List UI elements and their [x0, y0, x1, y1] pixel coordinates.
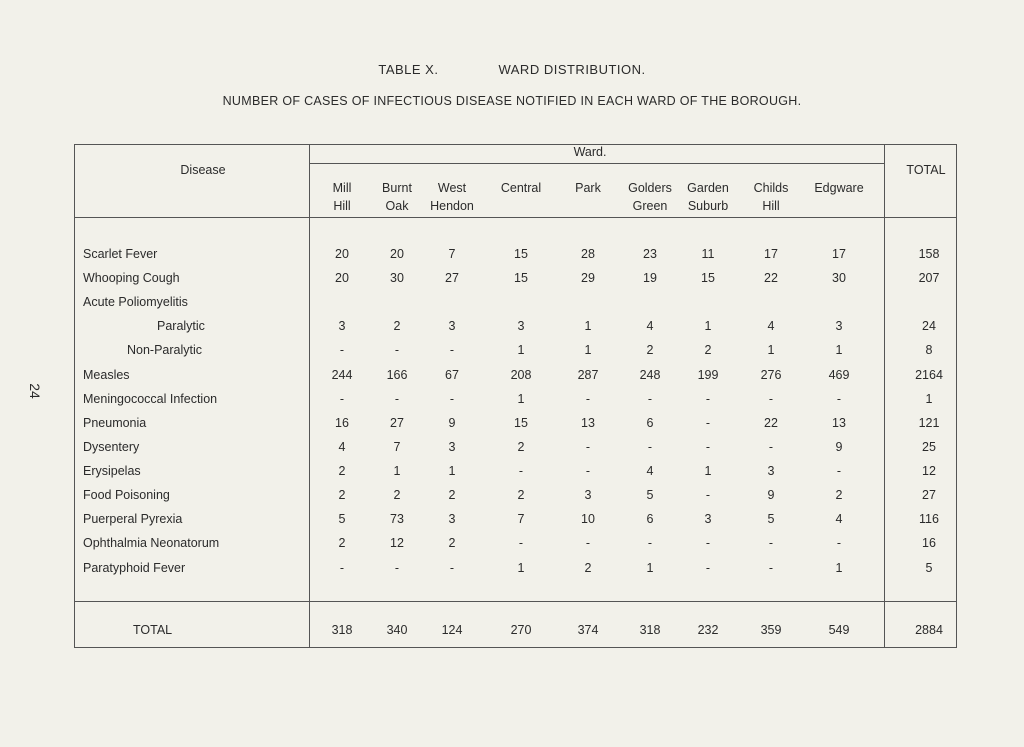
- table-cell: 73: [390, 512, 404, 526]
- table-cell: -: [339, 343, 345, 357]
- table-cell: 2: [835, 488, 843, 502]
- table-cell: 22: [764, 416, 778, 430]
- table-cell: -: [768, 392, 774, 406]
- page-number: 24: [26, 383, 43, 399]
- totals-cell: 340: [386, 623, 408, 637]
- table-cell: 1: [517, 392, 525, 406]
- table-cell: -: [768, 536, 774, 550]
- row-total: 116: [919, 512, 939, 526]
- table-cell: -: [394, 343, 400, 357]
- row-label: Acute Poliomyelitis: [83, 295, 188, 309]
- table-cell: 2: [448, 536, 456, 550]
- table-cell: -: [585, 440, 591, 454]
- table-cell: 1: [393, 464, 401, 478]
- totals-cell: 359: [760, 623, 782, 637]
- table-cell: 10: [581, 512, 595, 526]
- table-cell: 5: [767, 512, 775, 526]
- row-label: Food Poisoning: [83, 488, 170, 502]
- table-cell: 27: [445, 271, 459, 285]
- table-cell: -: [705, 440, 711, 454]
- table-title: [0, 62, 1024, 77]
- table-cell: 17: [764, 247, 778, 261]
- table-cell: 20: [335, 247, 349, 261]
- row-label: Paratyphoid Fever: [83, 561, 186, 575]
- table-cell: 20: [335, 271, 349, 285]
- table-cell: 2: [393, 488, 401, 502]
- ward-header-2: West: [437, 181, 467, 195]
- table-cell: 287: [577, 368, 599, 382]
- table-cell: -: [705, 392, 711, 406]
- row-total: 5: [925, 561, 933, 575]
- table-cell: 9: [767, 488, 775, 502]
- table-cell: -: [705, 536, 711, 550]
- row-label: Whooping Cough: [83, 271, 180, 285]
- table-cell: 12: [390, 536, 404, 550]
- row-label: Non-Paralytic: [127, 343, 203, 357]
- row-total: 2164: [915, 368, 943, 382]
- ward-header-7: Childs: [753, 181, 789, 195]
- table-cell: -: [647, 536, 653, 550]
- table-cell: 29: [581, 271, 595, 285]
- table-cell: 15: [514, 271, 528, 285]
- table-cell: -: [518, 536, 524, 550]
- table-cell: 1: [646, 561, 654, 575]
- ward-header-6: Garden: [687, 181, 729, 195]
- totals-cell: 232: [697, 623, 719, 637]
- ward-header-0: Mill: [332, 181, 352, 195]
- totals-cell: 318: [331, 623, 353, 637]
- ward-header-8: Edgware: [814, 181, 864, 195]
- row-label: Puerperal Pyrexia: [83, 512, 183, 526]
- table-cell: -: [705, 416, 711, 430]
- table-cell: 15: [514, 247, 528, 261]
- table-cell: 4: [767, 319, 775, 333]
- ward-header-7-line2: Hill: [762, 199, 780, 213]
- table-cell: 2: [448, 488, 456, 502]
- row-label: Pneumonia: [83, 416, 147, 430]
- table-cell: 3: [448, 319, 456, 333]
- row-total: 12: [922, 464, 936, 478]
- table-cell: 276: [760, 368, 782, 382]
- table-cell: -: [339, 392, 345, 406]
- table-cell: 5: [338, 512, 346, 526]
- row-label: Meningococcal Infection: [83, 392, 218, 406]
- table-cell: -: [705, 561, 711, 575]
- table-cell: 1: [517, 561, 525, 575]
- table-cell: 248: [639, 368, 661, 382]
- table-cell: -: [585, 536, 591, 550]
- table-cell: 4: [646, 319, 654, 333]
- table-cell: -: [449, 561, 455, 575]
- table-cell: 4: [646, 464, 654, 478]
- table-cell: 6: [646, 512, 654, 526]
- table-cell: -: [647, 440, 653, 454]
- row-total: 27: [922, 488, 936, 502]
- row-total: 25: [922, 440, 936, 454]
- table-cell: 1: [704, 464, 712, 478]
- table-cell: 2: [517, 488, 525, 502]
- table-cell: 11: [701, 247, 715, 261]
- row-total: 1: [925, 392, 933, 406]
- table-cell: 1: [704, 319, 712, 333]
- table-cell: 1: [448, 464, 456, 478]
- table-cell: 16: [335, 416, 349, 430]
- table-cell: -: [394, 392, 400, 406]
- table-cell: 1: [584, 319, 592, 333]
- header-disease: Disease: [180, 163, 226, 177]
- table-cell: 3: [704, 512, 712, 526]
- table-cell: -: [449, 343, 455, 357]
- header-bottom-rule: [74, 217, 957, 218]
- table-cell: 1: [584, 343, 592, 357]
- row-total: 16: [922, 536, 936, 550]
- table-cell: 15: [701, 271, 715, 285]
- table-cell: -: [449, 392, 455, 406]
- table-cell: 469: [828, 368, 850, 382]
- table-cell: 28: [581, 247, 595, 261]
- table-cell: 3: [835, 319, 843, 333]
- table-cell: -: [394, 561, 400, 575]
- table-cell: -: [585, 464, 591, 478]
- row-total: 207: [918, 271, 940, 285]
- row-label: Paralytic: [157, 319, 205, 333]
- row-label: Measles: [83, 368, 130, 382]
- table-cell: 23: [643, 247, 657, 261]
- table-number: TABLE X.: [378, 62, 439, 77]
- table-cell: 13: [832, 416, 846, 430]
- table-cell: -: [768, 440, 774, 454]
- ward-header-rule: [309, 163, 884, 164]
- table-cell: 2: [393, 319, 401, 333]
- table-cell: 6: [646, 416, 654, 430]
- table-cell: 30: [390, 271, 404, 285]
- table-cell: 30: [832, 271, 846, 285]
- ward-header-1: Burnt: [382, 181, 412, 195]
- table-cell: -: [836, 392, 842, 406]
- table-cell: -: [585, 392, 591, 406]
- row-label: Erysipelas: [83, 464, 141, 478]
- table-cell: 3: [448, 512, 456, 526]
- totals-cell: 124: [441, 623, 463, 637]
- table-cell: 5: [646, 488, 654, 502]
- table-cell: 7: [517, 512, 525, 526]
- table-cell: 4: [835, 512, 843, 526]
- ward-header-4: Park: [575, 181, 601, 195]
- ward-header-5: Golders: [628, 181, 672, 195]
- table-cell: 17: [832, 247, 846, 261]
- table-subtitle: NUMBER OF CASES OF INFECTIOUS DISEASE NOTIFIED IN EACH WARD OF THE BOROUGH.: [222, 94, 802, 108]
- table-cell: -: [339, 561, 345, 575]
- header-ward: Ward.: [573, 145, 607, 159]
- row-total: 24: [922, 319, 936, 333]
- table-cell: 3: [338, 319, 346, 333]
- table-cell: -: [768, 561, 774, 575]
- table-cell: 2: [338, 536, 346, 550]
- row-total: 158: [918, 247, 940, 261]
- table-cell: 22: [764, 271, 778, 285]
- table-cell: -: [836, 464, 842, 478]
- disease-column-rule: [309, 144, 310, 648]
- grand-total: 2884: [915, 623, 943, 637]
- table-cell: 7: [393, 440, 401, 454]
- totals-top-rule: [74, 601, 957, 602]
- table-cell: 244: [331, 368, 353, 382]
- ward-header-0-line2: Hill: [333, 199, 351, 213]
- table-cell: 19: [643, 271, 657, 285]
- totals-label: TOTAL: [133, 623, 173, 637]
- table-cell: 27: [390, 416, 404, 430]
- table-cell: 208: [510, 368, 532, 382]
- table-cell: 3: [584, 488, 592, 502]
- table-cell: 1: [835, 561, 843, 575]
- table-cell: 7: [448, 247, 456, 261]
- ward-header-6-line2: Suburb: [687, 199, 729, 213]
- table-cell: 2: [646, 343, 654, 357]
- table-cell: 1: [517, 343, 525, 357]
- table-cell: 4: [338, 440, 346, 454]
- table-cell: -: [705, 488, 711, 502]
- total-column-rule: [884, 144, 885, 648]
- totals-cell: 374: [577, 623, 599, 637]
- ward-header-2-line2: Hendon: [430, 199, 474, 213]
- totals-cell: 318: [639, 623, 661, 637]
- header-total: TOTAL: [906, 163, 946, 177]
- row-label: Scarlet Fever: [83, 247, 158, 261]
- table-cell: 2: [338, 464, 346, 478]
- table-cell: 3: [517, 319, 525, 333]
- ward-header-3: Central: [500, 181, 542, 195]
- table-cell: 3: [448, 440, 456, 454]
- table-cell: 1: [767, 343, 775, 357]
- table-cell: 13: [581, 416, 595, 430]
- ward-header-5-line2: Green: [632, 199, 668, 213]
- table-cell: 199: [697, 368, 719, 382]
- table-cell: -: [647, 392, 653, 406]
- table-cell: 2: [704, 343, 712, 357]
- table-cell: 2: [517, 440, 525, 454]
- row-label: Dysentery: [83, 440, 140, 454]
- table-cell: 67: [445, 368, 459, 382]
- table-cell: 3: [767, 464, 775, 478]
- table-cell: -: [836, 536, 842, 550]
- table-cell: 2: [338, 488, 346, 502]
- table-cell: 166: [386, 368, 408, 382]
- row-total: 121: [918, 416, 940, 430]
- table-cell: 1: [835, 343, 843, 357]
- table-cell: 20: [390, 247, 404, 261]
- totals-cell: 270: [510, 623, 532, 637]
- row-label: Ophthalmia Neonatorum: [83, 536, 220, 550]
- table-cell: 9: [448, 416, 456, 430]
- table-cell: 2: [584, 561, 592, 575]
- table-name: WARD DISTRIBUTION.: [498, 62, 646, 77]
- totals-cell: 549: [828, 623, 850, 637]
- row-total: 8: [925, 343, 933, 357]
- table-cell: 15: [514, 416, 528, 430]
- ward-header-1-line2: Oak: [385, 199, 409, 213]
- table-cell: 9: [835, 440, 843, 454]
- table-cell: -: [518, 464, 524, 478]
